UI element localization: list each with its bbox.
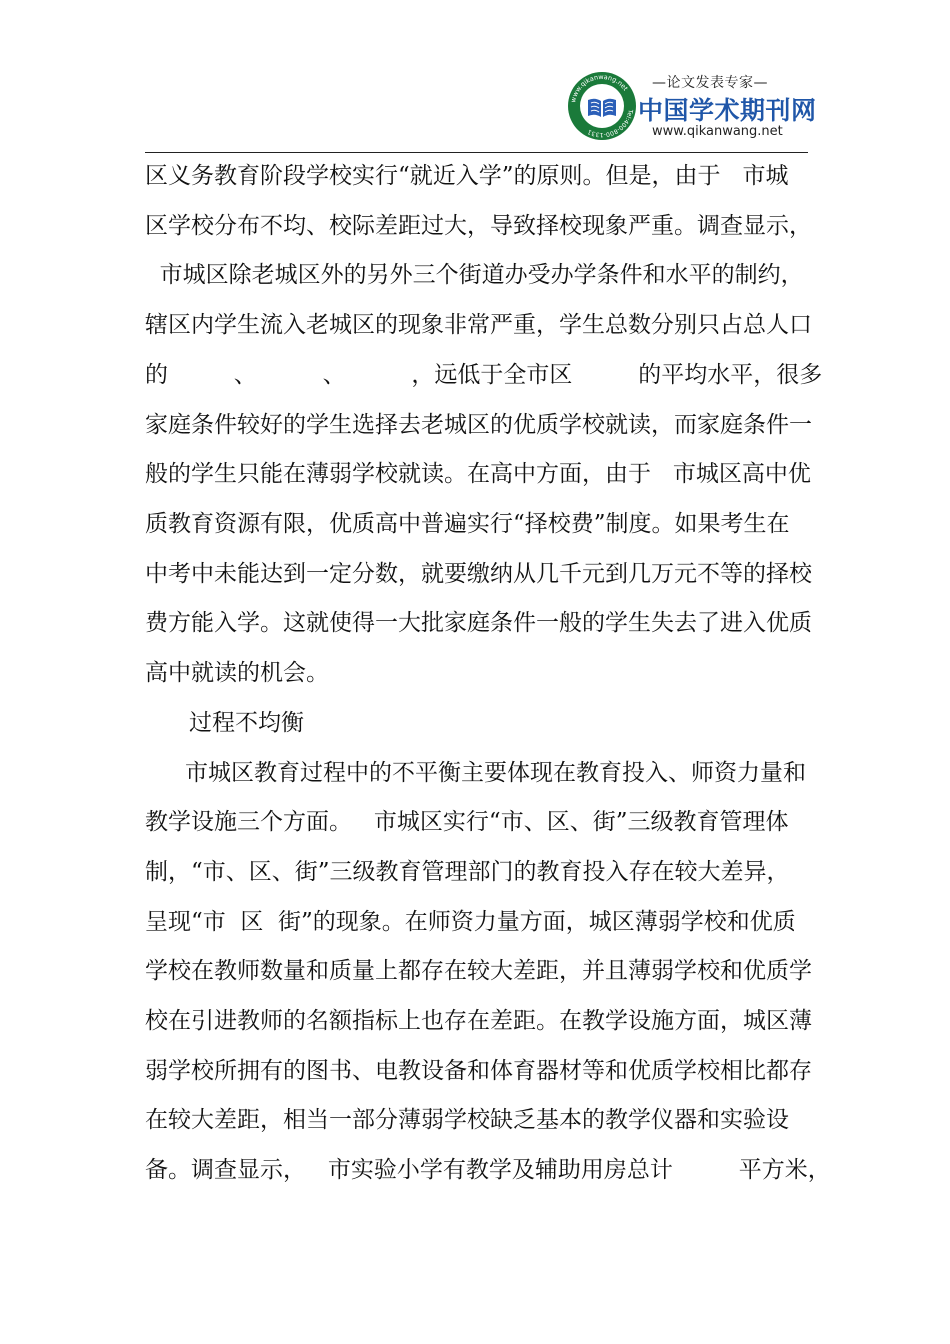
body-line: 的 、 、 ，远低于全市区 的平均水平，很多	[145, 362, 823, 388]
body-line: 家庭条件较好的学生选择去老城区的优质学校就读，而家庭条件一	[145, 412, 812, 438]
body-line: 在较大差距，相当一部分薄弱学校缺乏基本的教学仪器和实验设	[145, 1107, 789, 1133]
section-heading: 过程不均衡	[189, 710, 304, 736]
logo-brand-name: 中国学术期刊网	[638, 96, 817, 125]
body-line: 般的学生只能在薄弱学校就读。在高中方面，由于 市城区高中优	[145, 461, 811, 487]
body-line: 中考中未能达到一定分数，就要缴纳从几千元到几万元不等的择校	[145, 561, 812, 587]
body-line: 教学设施三个方面。 市城区实行“市、区、街”三级教育管理体	[145, 809, 789, 835]
logo-url: www.qikanwang.net	[652, 124, 783, 139]
body-line: 辖区内学生流入老城区的现象非常严重，学生总数分别只占总人口	[145, 312, 812, 338]
body-line: 学校在教师数量和质量上都存在较大差距，并且薄弱学校和优质学	[145, 958, 812, 984]
body-line: 区学校分布不均、校际差距过大，导致择校现象严重。调查显示，	[145, 213, 812, 239]
body-line: 呈现“市 区 街”的现象。在师资力量方面，城区薄弱学校和优质	[145, 909, 796, 935]
logo-ring-text: www.qikanwang.net	[569, 72, 630, 104]
body-line: 费方能入学。这就使得一大批家庭条件一般的学生失去了进入优质	[145, 610, 812, 636]
body-line: 市城区教育过程中的不平衡主要体现在教育投入、师资力量和	[185, 760, 806, 786]
body-line: 校在引进教师的名额指标上也存在差距。在教学设施方面，城区薄	[145, 1008, 812, 1034]
logo-ring-phone: Tel:400-800-1331	[586, 108, 634, 139]
body-line: 区义务教育阶段学校实行“就近入学”的原则。但是，由于 市城	[145, 163, 789, 189]
body-line: 备。调查显示， 市实验小学有教学及辅助用房总计 平方米，	[145, 1157, 831, 1183]
body-line: 弱学校所拥有的图书、电教设备和体育器材等和优质学校相比都存	[145, 1058, 812, 1084]
body-line: 市城区除老城区外的另外三个街道办受办学条件和水平的制约，	[145, 262, 804, 288]
logo-tagline: —论文发表专家—	[652, 75, 768, 91]
body-line: 制，“市、区、街”三级教育管理部门的教育投入存在较大差异，	[145, 859, 790, 885]
body-line: 质教育资源有限，优质高中普遍实行“择校费”制度。如果考生在	[145, 511, 790, 537]
body-line: 高中就读的机会。	[145, 660, 329, 686]
